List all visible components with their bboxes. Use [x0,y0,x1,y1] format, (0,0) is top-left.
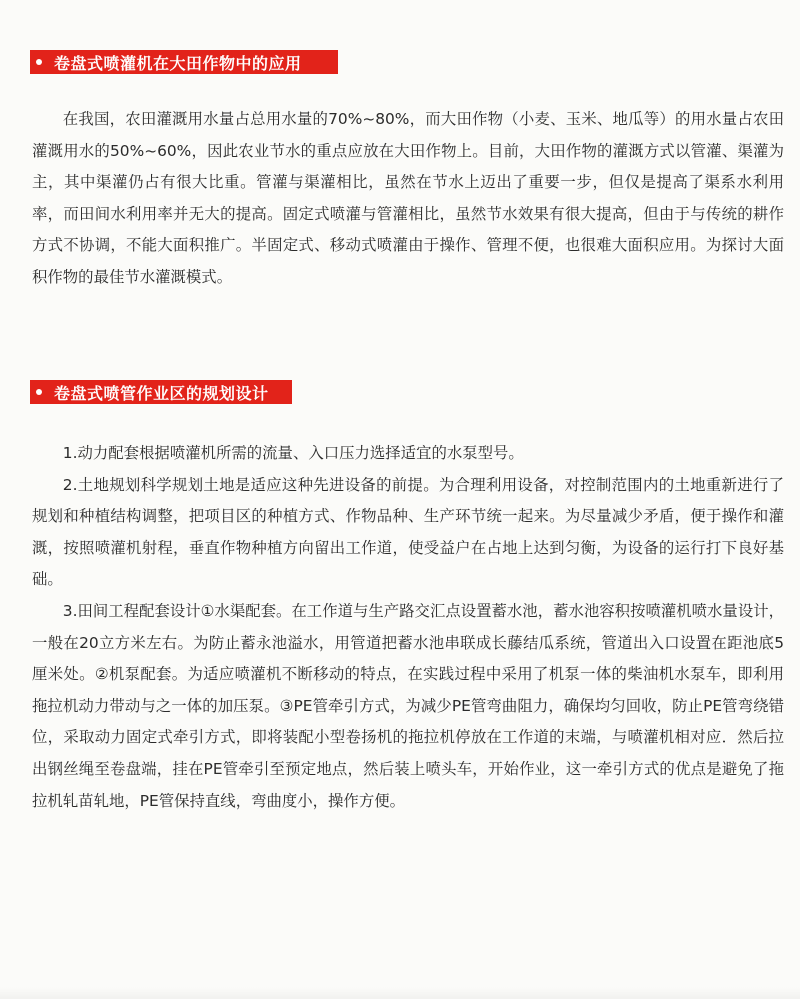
section-header-planning [30,380,292,404]
bullet-icon [36,59,42,65]
page-edge [0,987,800,999]
section-body-planning [32,438,784,817]
paragraph: 2.土地规划科学规划土地是适应这种先进设备的前提。为合理利用设备，对控制范围内的土地重新进行了规划和种植结构调整，把项目区的种植方式、作物品种、生产环节统一起来。为尽量减少矛盾，便于操作和灌溉，按照喷灌机射程，垂直作物种植方向留出工作道，使受益户在占地上达到匀衡，为设备的运行打下良好基础。 [32,475,784,589]
section-title: 卷盘式喷灌机在大田作物中的应用 [54,53,302,73]
paragraph: 1.动力配套根据喷灌机所需的流量、入口压力选择适宜的水泵型号。 [62,444,524,462]
bullet-icon [36,389,42,395]
section-body-application [32,104,784,294]
paragraph: 3.田间工程配套设计①水渠配套。在工作道与生产路交汇点设置蓄水池，蓄水池容积按喷灌机喷水量设计，一般在20立方米左右。为防止蓄永池溢水，用管道把蓄水池串联成长藤结瓜系统，管道出入口设置在距池底5厘米处。②机泵配套。为适应喷灌机不断移动的特点，在实践过程中采用了机泵一体的柴油机水泵车，即利用拖拉机动力带动与之一体的加压泵。③PE管牵引方式，为减少PE管弯曲阻力，确保均匀回收，防止PE管弯绕错位，采取动力固定式牵引方式，即将装配小型卷扬机的拖拉机停放在工作道的末端，与喷灌机相对应．然后拉出钢丝绳至卷盘端，挂在PE管牵引至预定地点，然后装上喷头车，开始作业，这一牵引方式的优点是避免了拖拉机轧苗轧地，PE管保持直线，弯曲度小，操作方便。 [32,601,784,810]
section-header-application [30,50,338,74]
section-title: 卷盘式喷管作业区的规划设计 [54,383,269,403]
paragraph: 在我国，农田灌溉用水量占总用水量的70%~80%，而大田作物（小麦、玉米、地瓜等）的用水量占农田灌溉用水的50%~60%，因此农业节水的重点应放在大田作物上。目前，大田作物的灌溉方式以管灌、渠灌为主，其中渠灌仍占有很大比重。管灌与渠灌相比，虽然在节水上迈出了重要一步，但仅是提高了渠系水利用率，而田间水利用率并无大的提高。固定式喷灌与管灌相比，虽然节水效果有很大提高，但由于与传统的耕作方式不协调，不能大面积推广。半固定式、移动式喷灌由于操作、管理不便，也很难大面积应用。为探讨大面积作物的最佳节水灌溉模式。 [32,110,784,286]
